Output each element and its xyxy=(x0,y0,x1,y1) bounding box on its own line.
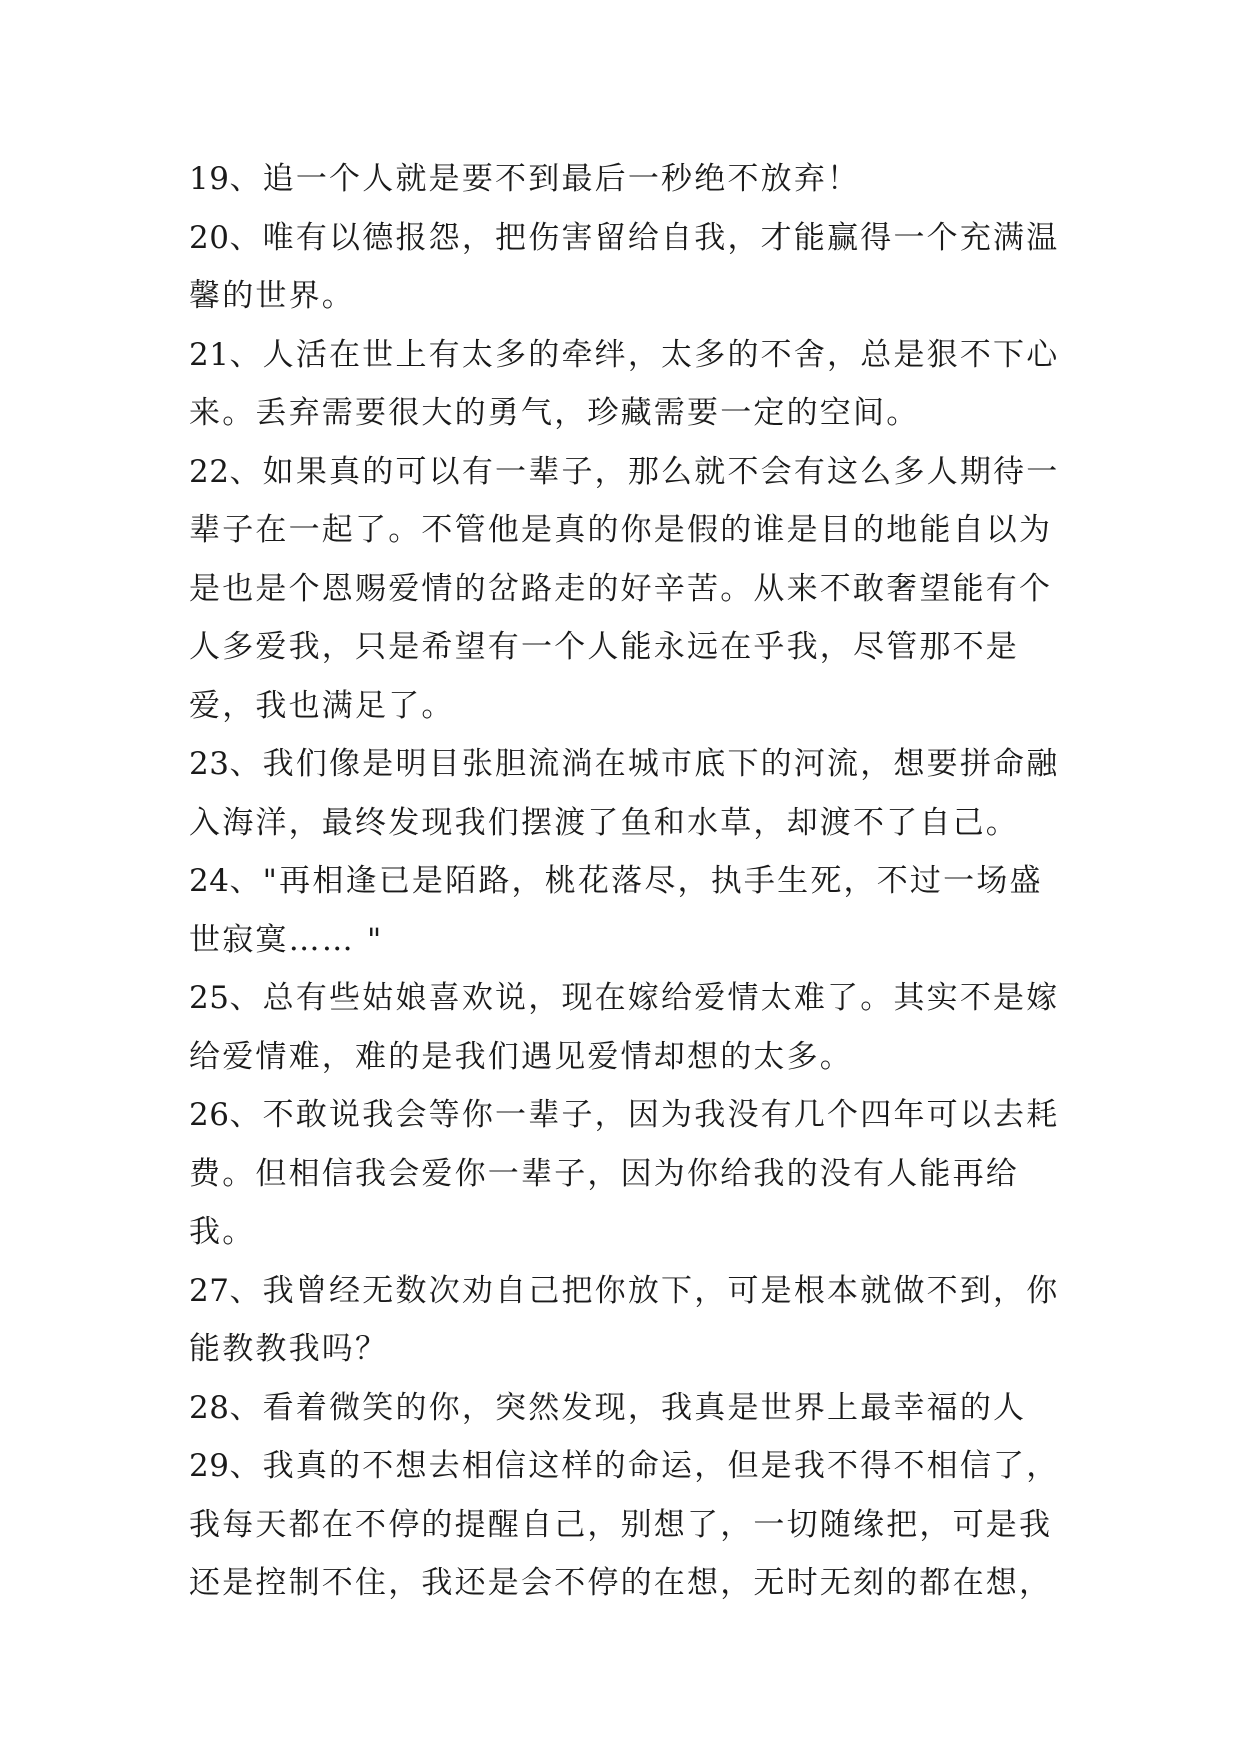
entry-separator: 、 xyxy=(229,1272,263,1309)
list-item xyxy=(189,735,1069,852)
entry-separator: 、 xyxy=(229,980,263,1016)
entry-separator: 、 xyxy=(229,336,263,373)
entry-number: 27 xyxy=(189,1272,230,1309)
entry-separator: 、 xyxy=(229,219,263,256)
entry-number: 20 xyxy=(189,219,230,256)
entry-separator: 、 xyxy=(229,863,263,899)
entry-separator: 、 xyxy=(229,453,263,490)
entry-text: 唯有以德报怨，把伤害留给自我，才能赢得一个充满温馨的世界。 xyxy=(189,219,1060,314)
list-item xyxy=(189,1262,1069,1379)
entry-text: 我真的不想去相信这样的命运，但是我不得不相信了，我每天都在不停的提醒自己，别想了，一切随缘把，可是我还是控制不住，我还是会不停的在想，无时无刻的都在想， xyxy=(189,1448,1060,1601)
entry-number: 21 xyxy=(189,336,230,373)
list-item xyxy=(189,1086,1069,1262)
list-item xyxy=(189,326,1069,443)
entry-number: 19 xyxy=(189,161,230,197)
entry-text: 我曾经无数次劝自己把你放下，可是根本就做不到，你能教教我吗？ xyxy=(189,1272,1060,1367)
entry-text: 看着微笑的你，突然发现，我真是世界上最幸福的人 xyxy=(262,1389,1027,1426)
list-item xyxy=(189,1379,1069,1438)
list-item xyxy=(189,1437,1069,1613)
entry-separator: 、 xyxy=(229,1448,263,1484)
list-item xyxy=(189,209,1069,326)
entry-text: 如果真的可以有一辈子，那么就不会有这么多人期待一辈子在一起了。不管他是真的你是假的谁是目的地能自以为是也是个恩赐爱情的岔路走的好辛苦。从来不敢奢望能有个人多爱我，只是希望有一个人能永远在乎我，尽管那不是爱，我也满足了。 xyxy=(189,453,1060,724)
entry-number: 26 xyxy=(189,1097,230,1133)
entry-number: 28 xyxy=(189,1389,230,1426)
document-body xyxy=(189,150,1069,1613)
list-item xyxy=(189,969,1069,1086)
list-item xyxy=(189,852,1069,969)
entry-separator: 、 xyxy=(229,746,263,782)
entry-separator: 、 xyxy=(229,161,263,197)
entry-number: 29 xyxy=(189,1448,230,1484)
entry-text: 总有些姑娘喜欢说，现在嫁给爱情太难了。其实不是嫁给爱情难，难的是我们遇见爱情却想的太多。 xyxy=(189,980,1060,1075)
entry-text: "再相逢已是陌路，桃花落尽，执手生死，不过一场盛世寂寞…… " xyxy=(189,863,1043,958)
entry-number: 22 xyxy=(189,453,230,490)
entry-text: 人活在世上有太多的牵绊，太多的不舍，总是狠不下心来。丢弃需要很大的勇气，珍藏需要一定的空间。 xyxy=(189,336,1060,431)
entry-number: 23 xyxy=(189,746,230,782)
list-item xyxy=(189,443,1069,736)
entry-text: 不敢说我会等你一辈子，因为我没有几个四年可以去耗费。但相信我会爱你一辈子，因为你给我的没有人能再给我。 xyxy=(189,1097,1060,1250)
entry-text: 我们像是明目张胆流淌在城市底下的河流，想要拼命融入海洋，最终发现我们摆渡了鱼和水草，却渡不了自己。 xyxy=(189,746,1060,841)
entry-number: 25 xyxy=(189,980,230,1016)
entry-number: 24 xyxy=(189,863,230,899)
list-item xyxy=(189,150,1069,209)
entry-separator: 、 xyxy=(229,1097,263,1133)
entry-separator: 、 xyxy=(229,1389,263,1426)
entry-text: 追一个人就是要不到最后一秒绝不放弃！ xyxy=(262,161,861,197)
